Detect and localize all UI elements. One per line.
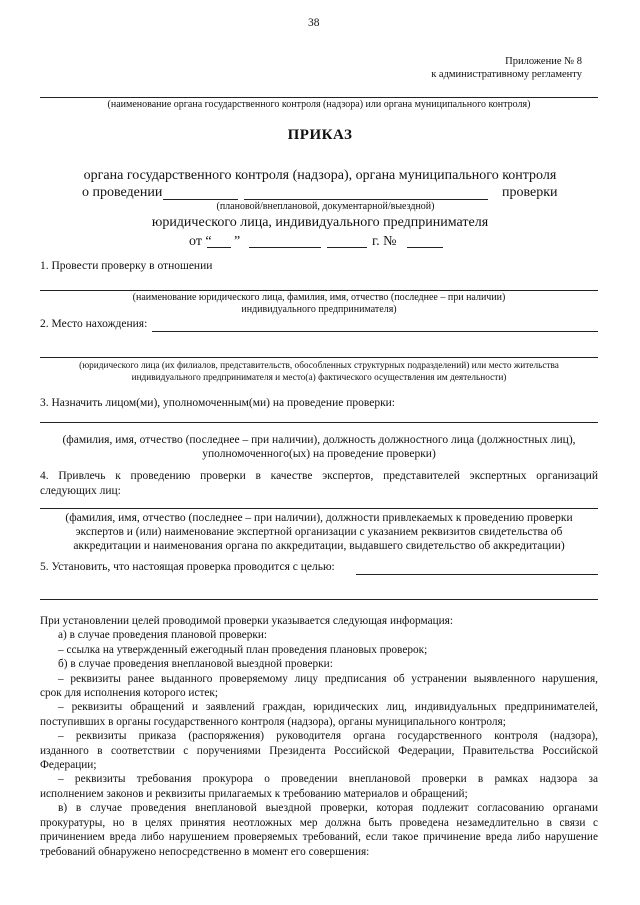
item-3-caption — [40, 433, 598, 461]
notes-intro: При установлении целей проводимой проверки указывается следующая информация: — [40, 615, 454, 627]
item-2-field-1[interactable] — [152, 331, 598, 332]
check-type-caption: (плановой/внеплановой, документарной/выездной) — [216, 201, 435, 212]
notes-item-b: б) в случае проведения внеплановой выездной проверки: — [58, 658, 333, 671]
item-2-caption-line-1: (юридического лица (их филиалов, представительств, обособленных структурных подразделений) или место жительства — [79, 361, 559, 371]
item-1-caption-line-1: (наименование юридического лица, фамилия, имя, отчество (последнее – при наличии) — [132, 292, 506, 303]
item-5-field-1[interactable] — [356, 574, 598, 575]
item-4-line-2: следующих лиц: — [40, 485, 121, 497]
notes-item-b3-line-1: – реквизиты приказа (распоряжения) руководителя органа государственного контроля (надзора), — [58, 730, 598, 743]
notes-item-c-line-1: в) в случае проведения внеплановой выездной проверки, которая подлежит согласованию органами — [58, 802, 598, 815]
item-5-field-2[interactable] — [40, 599, 598, 600]
notes-item-b1-line-1: – реквизиты ранее выданного проверяемому лицу предписания об устранении выявленного нарушения, — [58, 672, 598, 685]
notes-item-b2-line-1: – реквизиты обращений и заявлений граждан, юридических лиц, индивидуальных предпринимателей, — [58, 701, 598, 714]
notes-item-b2-line-2: поступивших в органы государственного контроля (надзора), органы муниципального контроля; — [40, 715, 506, 728]
notes-item-a: а) в случае проведения плановой проверки: — [58, 629, 268, 642]
notes-item-b4-line-2: исполнением законов и реквизиты прилагаемых к требованию материалов и обращений; — [40, 787, 468, 800]
org-name-line[interactable] — [40, 97, 598, 98]
item-2-label: 2. Место нахождения: — [40, 318, 148, 330]
notes-item-c-line-3: причинением вреда либо нарушением проверяемых требований, если такое причинение вреда либо нарушение — [40, 831, 598, 844]
appendix-line-1: Приложение № 8 — [505, 56, 582, 67]
notes-item-a1: – ссылка на утвержденный ежегодный план проведения плановых проверок; — [58, 643, 428, 656]
item-3-caption-line-2: уполномоченного(ых) на проведение проверки) — [202, 448, 436, 460]
item-3-caption-line-1: (фамилия, имя, отчество (последнее – при наличии), должность должностного лица (должностных лиц), — [62, 434, 576, 446]
heading-line-3: юридического лица, индивидуального предпринимателя — [151, 215, 489, 230]
notes-item-b3-line-3: Федерации; — [40, 759, 97, 772]
order-number-field[interactable] — [407, 247, 443, 248]
item-3-field[interactable] — [40, 422, 598, 423]
item-4-caption-line-1: (фамилия, имя, отчество (последнее – при наличии), должности привлекаемых к проведению проверки — [65, 512, 573, 524]
item-1-field[interactable] — [40, 290, 598, 291]
notes-item-c-line-2: прокуратуры, но в целях принятия неотложных мер должна быть проведена незамедлительно в связи с — [40, 816, 598, 829]
page-number: 38 — [308, 17, 320, 29]
item-4-caption-line-2: экспертов и (или) наименование экспертной организации с указанием реквизитов свидетельства об — [75, 526, 563, 538]
appendix-line-2: к административному регламенту — [431, 69, 582, 80]
notes-item-c-line-4: требований обнаружено непосредственно в момент его совершения: — [40, 845, 370, 858]
day-field[interactable] — [207, 247, 231, 248]
date-quote-close: ” — [234, 234, 241, 249]
org-caption: (наименование органа государственного контроля (надзора) или органа муниципального контроля) — [107, 99, 531, 110]
check-type-field-2[interactable] — [244, 199, 488, 200]
appendix-header — [431, 55, 582, 81]
item-4-field[interactable] — [40, 508, 598, 509]
date-prefix: от “ — [189, 234, 212, 249]
item-4-caption — [40, 511, 598, 553]
item-5-label: 5. Установить, что настоящая проверка проводится с целью: — [40, 561, 335, 573]
heading-line-2-start: о проведении — [82, 185, 163, 200]
heading-line-1: органа государственного контроля (надзора), органа муниципального контроля — [83, 168, 557, 183]
heading-line-2-end: проверки — [502, 185, 558, 200]
check-type-field-1[interactable] — [163, 199, 238, 200]
year-field[interactable] — [327, 247, 367, 248]
item-2-field-2[interactable] — [40, 357, 598, 358]
item-1-label: 1. Провести проверку в отношении — [40, 260, 213, 272]
item-4-line-1: 4. Привлечь к проведению проверки в качестве экспертов, представителей экспертных организаций — [40, 470, 598, 482]
notes-item-b1-line-2: срок для исполнения которого истек; — [40, 687, 219, 700]
month-field[interactable] — [249, 247, 321, 248]
item-4-caption-line-3: аккредитации и наименования органа по аккредитации, выдавшего свидетельство об аккредитации) — [73, 540, 565, 552]
year-number-label: г. № — [372, 234, 397, 249]
item-1-caption-line-2: индивидуального предпринимателя) — [241, 304, 397, 315]
item-3-label: 3. Назначить лицом(ми), уполномоченным(ми) на проведение проверки: — [40, 397, 396, 409]
notes-item-b4-line-1: – реквизиты требования прокурора о проведении внеплановой проверки в рамках надзора за — [58, 773, 598, 786]
document-title: ПРИКАЗ — [287, 127, 353, 143]
item-2-caption — [34, 360, 604, 384]
notes-item-b3-line-2: изданного в соответствии с поручениями Президента Российской Федерации, Правительства Российской — [40, 744, 598, 757]
item-2-caption-line-2: индивидуального предпринимателя и место(а) фактического осуществления им деятельности) — [131, 373, 507, 383]
item-1-caption — [40, 292, 598, 316]
notes-block — [40, 614, 598, 859]
